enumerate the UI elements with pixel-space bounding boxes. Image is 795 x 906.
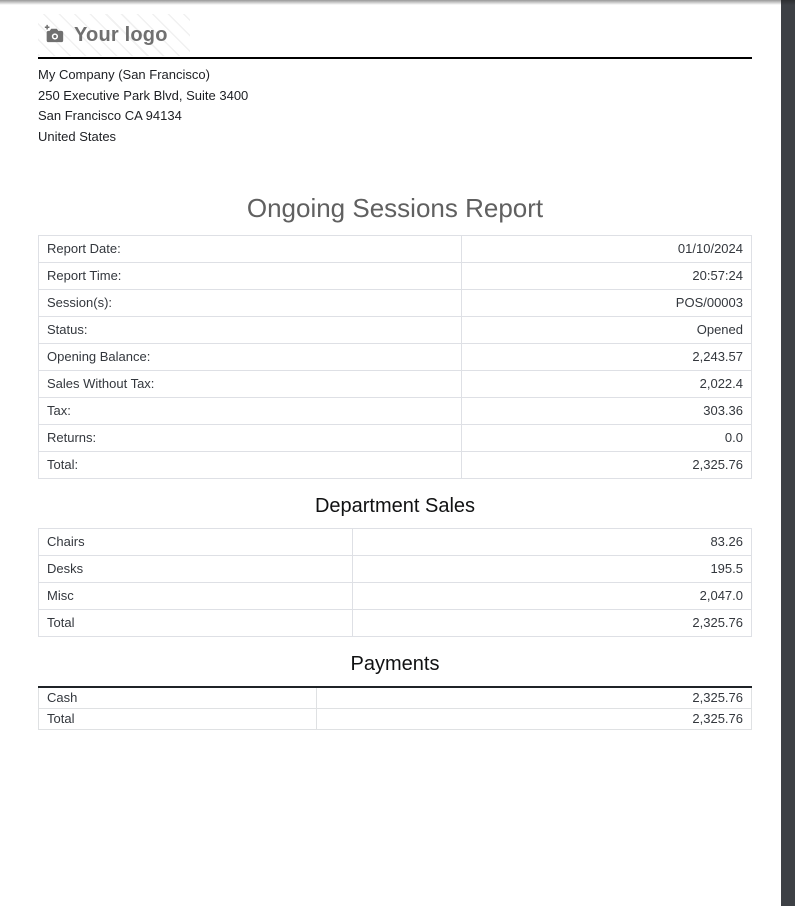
row-value: 01/10/2024 xyxy=(462,236,752,263)
row-value: Opened xyxy=(462,317,752,344)
table-row xyxy=(39,452,752,479)
row-label: Total xyxy=(39,610,353,637)
row-value: 2,047.0 xyxy=(353,583,752,610)
row-value: 2,325.76 xyxy=(353,610,752,637)
company-name: My Company (San Francisco) xyxy=(38,67,210,82)
row-label: Returns: xyxy=(39,425,462,452)
company-address-block xyxy=(38,65,752,147)
table-row xyxy=(39,236,752,263)
company-street: 250 Executive Park Blvd, Suite 3400 xyxy=(38,87,249,103)
row-label: Opening Balance: xyxy=(39,344,462,371)
table-row xyxy=(39,263,752,290)
row-label: Report Date: xyxy=(39,236,462,263)
payments-table xyxy=(38,686,752,730)
department-sales-heading: Department Sales xyxy=(314,495,476,517)
table-row xyxy=(39,529,752,556)
row-label: Total: xyxy=(39,452,462,479)
row-label: Chairs xyxy=(39,529,353,556)
row-value: 2,325.76 xyxy=(317,687,752,709)
row-value: 2,325.76 xyxy=(462,452,752,479)
row-label: Cash xyxy=(39,687,317,709)
viewport-edge xyxy=(781,0,795,906)
row-value: 2,022.4 xyxy=(462,371,752,398)
department-sales-table xyxy=(38,528,752,637)
payments-heading: Payments xyxy=(350,653,440,675)
table-row xyxy=(39,583,752,610)
row-value: 2,243.57 xyxy=(462,344,752,371)
table-row xyxy=(39,290,752,317)
row-value: 20:57:24 xyxy=(462,263,752,290)
company-logo-placeholder xyxy=(38,14,190,56)
logo-placeholder-label: Your logo xyxy=(74,23,168,46)
header-divider xyxy=(38,57,752,59)
row-label: Total xyxy=(39,709,317,730)
table-row xyxy=(39,709,752,730)
table-row xyxy=(39,371,752,398)
table-row xyxy=(39,610,752,637)
table-row xyxy=(39,398,752,425)
table-row xyxy=(39,344,752,371)
row-label: Report Time: xyxy=(39,263,462,290)
row-value: 2,325.76 xyxy=(317,709,752,730)
company-country: United States xyxy=(38,128,117,144)
row-label: Status: xyxy=(39,317,462,344)
row-label: Misc xyxy=(39,583,353,610)
row-label: Tax: xyxy=(39,398,462,425)
row-value: 303.36 xyxy=(462,398,752,425)
table-row xyxy=(39,317,752,344)
row-value: 83.26 xyxy=(353,529,752,556)
row-label: Sales Without Tax: xyxy=(39,371,462,398)
table-row xyxy=(39,556,752,583)
row-value: 0.0 xyxy=(462,425,752,452)
table-row xyxy=(39,425,752,452)
page-title: Ongoing Sessions Report xyxy=(246,193,544,223)
top-shadow xyxy=(0,0,795,5)
session-info-table xyxy=(38,235,752,479)
row-label: Desks xyxy=(39,556,353,583)
camera-plus-icon xyxy=(43,24,65,46)
company-city: San Francisco CA 94134 xyxy=(38,108,182,123)
row-value: 195.5 xyxy=(353,556,752,583)
row-value: POS/00003 xyxy=(462,290,752,317)
table-row xyxy=(39,687,752,709)
report-content xyxy=(38,14,752,730)
row-label: Session(s): xyxy=(39,290,462,317)
